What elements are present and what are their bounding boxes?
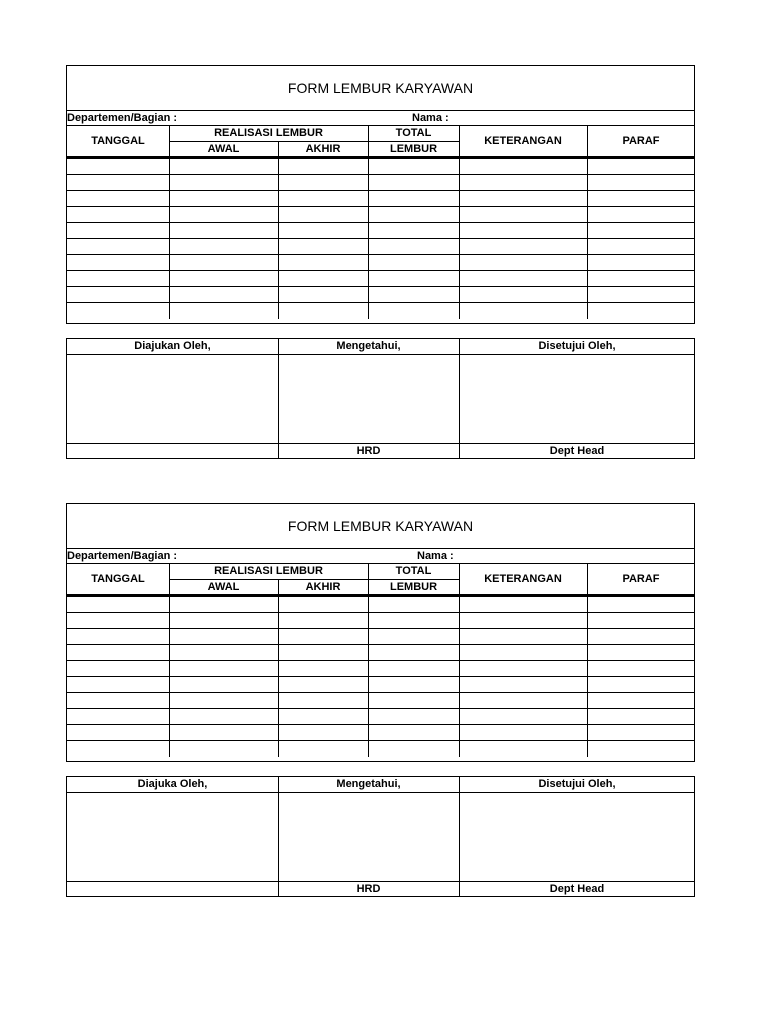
header-total: TOTAL bbox=[395, 127, 432, 139]
table-row bbox=[67, 741, 694, 756]
table-row bbox=[67, 725, 694, 741]
overtime-form-1 bbox=[66, 65, 695, 460]
dept-name-row bbox=[66, 110, 695, 126]
signature-acknowledged: Mengetahui, bbox=[336, 340, 401, 352]
dept-name-row bbox=[66, 548, 695, 564]
table-row bbox=[67, 287, 694, 303]
signature-block bbox=[66, 338, 695, 459]
header-awal: AWAL bbox=[207, 581, 240, 593]
table-row bbox=[67, 629, 694, 645]
nama-label: Nama : bbox=[412, 112, 449, 124]
table-row bbox=[67, 271, 694, 287]
signature-role-hrd: HRD bbox=[356, 445, 381, 457]
table-row bbox=[67, 175, 694, 191]
header-awal: AWAL bbox=[207, 143, 240, 155]
table-row bbox=[67, 597, 694, 613]
table-row bbox=[67, 661, 694, 677]
header-akhir: AKHIR bbox=[305, 143, 341, 155]
header-realisasi: REALISASI LEMBUR bbox=[214, 127, 323, 139]
form-title: FORM LEMBUR KARYAWAN bbox=[287, 80, 474, 96]
table-row bbox=[67, 709, 694, 725]
dept-label: Departemen/Bagian : bbox=[67, 112, 178, 124]
header-realisasi: REALISASI LEMBUR bbox=[214, 565, 323, 577]
signature-approved-by: Disetujui Oleh, bbox=[538, 340, 616, 352]
signature-acknowledged: Mengetahui, bbox=[336, 778, 401, 790]
table-row bbox=[67, 223, 694, 239]
table-row bbox=[67, 207, 694, 223]
header-keterangan: KETERANGAN bbox=[484, 573, 562, 585]
header-lembur: LEMBUR bbox=[389, 581, 438, 593]
header-keterangan: KETERANGAN bbox=[484, 135, 562, 147]
signature-role-hrd: HRD bbox=[356, 883, 381, 895]
header-tanggal: TANGGAL bbox=[91, 573, 145, 585]
table-row bbox=[67, 677, 694, 693]
header-paraf: PARAF bbox=[622, 135, 660, 147]
form-title-box bbox=[66, 503, 695, 549]
signature-role-dept-head: Dept Head bbox=[549, 445, 605, 457]
table-row bbox=[67, 191, 694, 207]
signature-submitted-by: Diajuka Oleh, bbox=[137, 778, 208, 790]
header-paraf: PARAF bbox=[622, 573, 660, 585]
header-total: TOTAL bbox=[395, 565, 432, 577]
table-row bbox=[67, 239, 694, 255]
dept-label: Departemen/Bagian : bbox=[67, 550, 178, 562]
table-row bbox=[67, 693, 694, 709]
signature-submitted-by: Diajukan Oleh, bbox=[134, 340, 211, 352]
nama-label: Nama : bbox=[417, 550, 454, 562]
overtime-form-2 bbox=[66, 503, 695, 898]
table-body bbox=[66, 595, 695, 762]
table-row bbox=[67, 303, 694, 318]
signature-approved-by: Disetujui Oleh, bbox=[538, 778, 616, 790]
table-header bbox=[66, 125, 695, 157]
signature-block bbox=[66, 776, 695, 897]
header-tanggal: TANGGAL bbox=[91, 135, 145, 147]
table-row bbox=[67, 255, 694, 271]
form-title-box bbox=[66, 65, 695, 111]
table-row bbox=[67, 159, 694, 175]
form-title: FORM LEMBUR KARYAWAN bbox=[287, 518, 474, 534]
header-lembur: LEMBUR bbox=[389, 143, 438, 155]
table-body bbox=[66, 157, 695, 324]
table-header bbox=[66, 563, 695, 595]
table-row bbox=[67, 645, 694, 661]
table-row bbox=[67, 613, 694, 629]
header-akhir: AKHIR bbox=[305, 581, 341, 593]
signature-role-dept-head: Dept Head bbox=[549, 883, 605, 895]
